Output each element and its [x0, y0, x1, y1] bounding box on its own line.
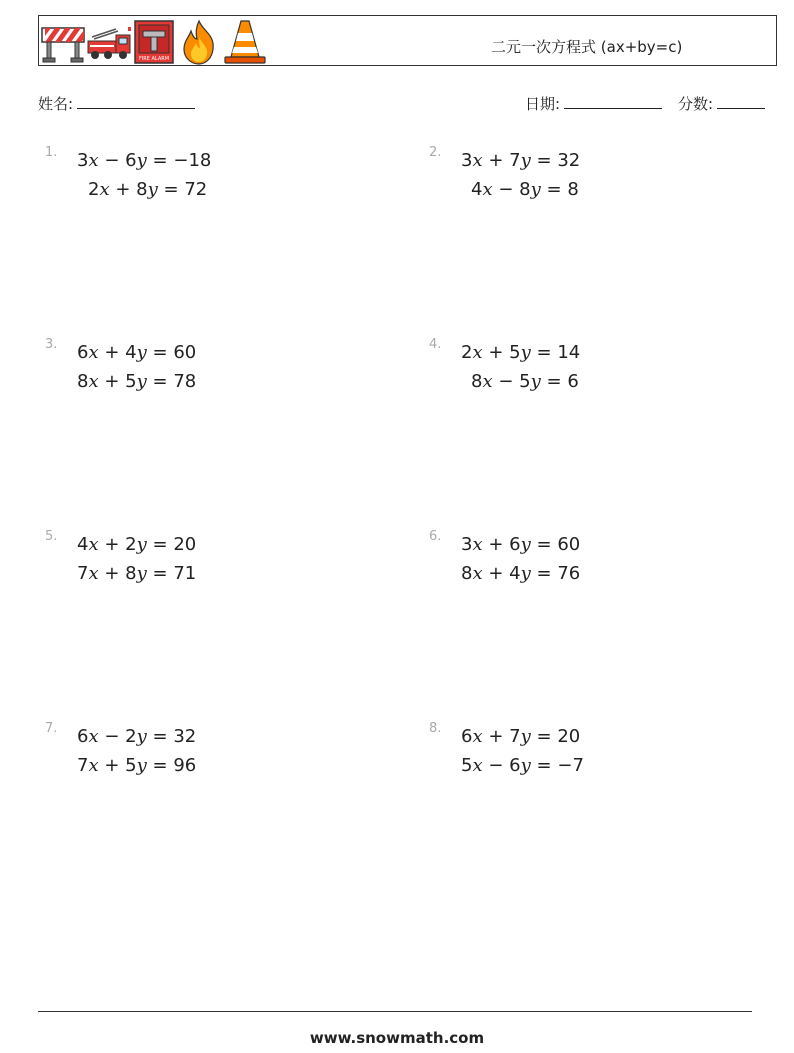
operator: −	[498, 371, 514, 392]
var-y: y	[520, 563, 531, 584]
coef-a: 7	[77, 563, 89, 584]
constant-c: −18	[173, 150, 212, 171]
var-y: y	[530, 371, 541, 392]
problem-number: 6.	[429, 529, 442, 544]
equals-sign: =	[546, 371, 562, 392]
coef-a: 5	[461, 755, 473, 776]
equals-sign: =	[152, 726, 168, 747]
constant-c: 6	[567, 371, 579, 392]
equals-sign: =	[536, 150, 552, 171]
operator: −	[104, 150, 120, 171]
equation	[77, 150, 211, 171]
problem-number: 1.	[45, 145, 58, 160]
var-y: y	[520, 534, 531, 555]
equation	[77, 726, 196, 747]
problem-number: 5.	[45, 529, 58, 544]
operator: +	[488, 150, 504, 171]
coef-b: 8	[125, 563, 137, 584]
coef-a: 6	[77, 726, 89, 747]
constant-c: 71	[173, 563, 197, 584]
var-x: x	[88, 726, 99, 747]
traffic-cone-icon	[223, 19, 267, 65]
equation	[77, 563, 196, 584]
coef-a: 3	[461, 150, 473, 171]
coef-a: 7	[77, 755, 89, 776]
problem-number: 8.	[429, 721, 442, 736]
var-x: x	[88, 342, 99, 363]
operator: +	[488, 563, 504, 584]
coef-b: 6	[509, 534, 521, 555]
equation	[77, 534, 196, 555]
coef-b: 5	[519, 371, 531, 392]
var-x: x	[88, 150, 99, 171]
equation	[88, 179, 207, 200]
constant-c: 96	[173, 755, 197, 776]
var-y: y	[136, 726, 147, 747]
constant-c: −7	[557, 755, 584, 776]
coef-a: 8	[471, 371, 483, 392]
var-x: x	[88, 534, 99, 555]
coef-a: 6	[77, 342, 89, 363]
coef-a: 3	[461, 534, 473, 555]
name-label: 姓名:	[38, 95, 74, 113]
var-y: y	[136, 371, 147, 392]
constant-c: 20	[557, 726, 581, 747]
var-x: x	[88, 371, 99, 392]
var-x: x	[472, 150, 483, 171]
name-field	[38, 93, 195, 114]
operator: +	[115, 179, 131, 200]
coef-b: 7	[509, 150, 521, 171]
var-x: x	[88, 563, 99, 584]
score-label: 分数:	[678, 95, 714, 113]
operator: +	[488, 726, 504, 747]
coef-b: 4	[125, 342, 137, 363]
equation	[461, 755, 584, 776]
coef-b: 8	[136, 179, 148, 200]
equation	[77, 371, 196, 392]
constant-c: 32	[557, 150, 581, 171]
fire-alarm-icon	[133, 19, 175, 65]
constant-c: 8	[567, 179, 579, 200]
worksheet-title: 二元一次方程式 (ax+by=c)	[491, 38, 683, 56]
equation	[461, 726, 580, 747]
equals-sign: =	[546, 179, 562, 200]
constant-c: 20	[173, 534, 197, 555]
date-label: 日期:	[525, 95, 561, 113]
coef-a: 2	[88, 179, 100, 200]
fire-truck-icon	[86, 19, 132, 65]
operator: +	[488, 534, 504, 555]
var-y: y	[136, 755, 147, 776]
name-blank[interactable]	[77, 93, 195, 109]
equals-sign: =	[152, 342, 168, 363]
operator: +	[104, 534, 120, 555]
operator: +	[104, 563, 120, 584]
equals-sign: =	[152, 534, 168, 555]
var-y: y	[136, 534, 147, 555]
coef-b: 8	[519, 179, 531, 200]
equals-sign: =	[152, 150, 168, 171]
score-blank[interactable]	[717, 93, 765, 109]
equation	[461, 342, 580, 363]
equation	[471, 371, 579, 392]
var-y: y	[136, 342, 147, 363]
coef-a: 8	[461, 563, 473, 584]
fire-icon	[179, 19, 219, 65]
coef-b: 7	[509, 726, 521, 747]
problem-number: 3.	[45, 337, 58, 352]
equals-sign: =	[536, 726, 552, 747]
coef-b: 6	[125, 150, 137, 171]
var-y: y	[530, 179, 541, 200]
var-x: x	[99, 179, 110, 200]
equation	[77, 755, 196, 776]
date-blank[interactable]	[564, 93, 662, 109]
alarm-label: FIRE ALARM	[138, 56, 170, 62]
coef-b: 4	[509, 563, 521, 584]
operator: −	[104, 726, 120, 747]
coef-a: 4	[77, 534, 89, 555]
var-y: y	[136, 150, 147, 171]
operator: +	[104, 755, 120, 776]
var-y: y	[520, 726, 531, 747]
var-x: x	[472, 342, 483, 363]
constant-c: 76	[557, 563, 581, 584]
equation	[461, 534, 580, 555]
header-box	[38, 15, 777, 66]
operator: +	[104, 371, 120, 392]
var-y: y	[136, 563, 147, 584]
var-x: x	[472, 534, 483, 555]
var-y: y	[147, 179, 158, 200]
constant-c: 32	[173, 726, 197, 747]
equals-sign: =	[536, 342, 552, 363]
coef-a: 3	[77, 150, 89, 171]
var-x: x	[472, 563, 483, 584]
constant-c: 72	[184, 179, 208, 200]
footer-divider	[38, 1011, 752, 1012]
constant-c: 60	[557, 534, 581, 555]
score-field	[678, 93, 765, 114]
coef-a: 2	[461, 342, 473, 363]
var-x: x	[482, 179, 493, 200]
var-x: x	[472, 755, 483, 776]
var-y: y	[520, 755, 531, 776]
problem-number: 2.	[429, 145, 442, 160]
footer-url: www.snowmath.com	[309, 1029, 485, 1047]
var-x: x	[472, 726, 483, 747]
var-x: x	[482, 371, 493, 392]
problem-number: 7.	[45, 721, 58, 736]
var-y: y	[520, 150, 531, 171]
var-y: y	[520, 342, 531, 363]
equals-sign: =	[152, 371, 168, 392]
equals-sign: =	[152, 755, 168, 776]
equals-sign: =	[152, 563, 168, 584]
date-field	[525, 93, 662, 114]
equals-sign: =	[536, 534, 552, 555]
operator: −	[488, 755, 504, 776]
coef-b: 6	[509, 755, 521, 776]
operator: +	[488, 342, 504, 363]
operator: −	[498, 179, 514, 200]
equals-sign: =	[163, 179, 179, 200]
coef-a: 4	[471, 179, 483, 200]
operator: +	[104, 342, 120, 363]
equals-sign: =	[536, 755, 552, 776]
coef-a: 8	[77, 371, 89, 392]
road-barrier-icon	[41, 19, 85, 65]
constant-c: 14	[557, 342, 581, 363]
constant-c: 60	[173, 342, 197, 363]
equals-sign: =	[536, 563, 552, 584]
equation	[471, 179, 579, 200]
coef-b: 5	[509, 342, 521, 363]
coef-b: 5	[125, 371, 137, 392]
equation	[77, 342, 196, 363]
coef-b: 5	[125, 755, 137, 776]
coef-b: 2	[125, 534, 137, 555]
coef-a: 6	[461, 726, 473, 747]
coef-b: 2	[125, 726, 137, 747]
equation	[461, 563, 580, 584]
problem-number: 4.	[429, 337, 442, 352]
equation	[461, 150, 580, 171]
constant-c: 78	[173, 371, 197, 392]
var-x: x	[88, 755, 99, 776]
